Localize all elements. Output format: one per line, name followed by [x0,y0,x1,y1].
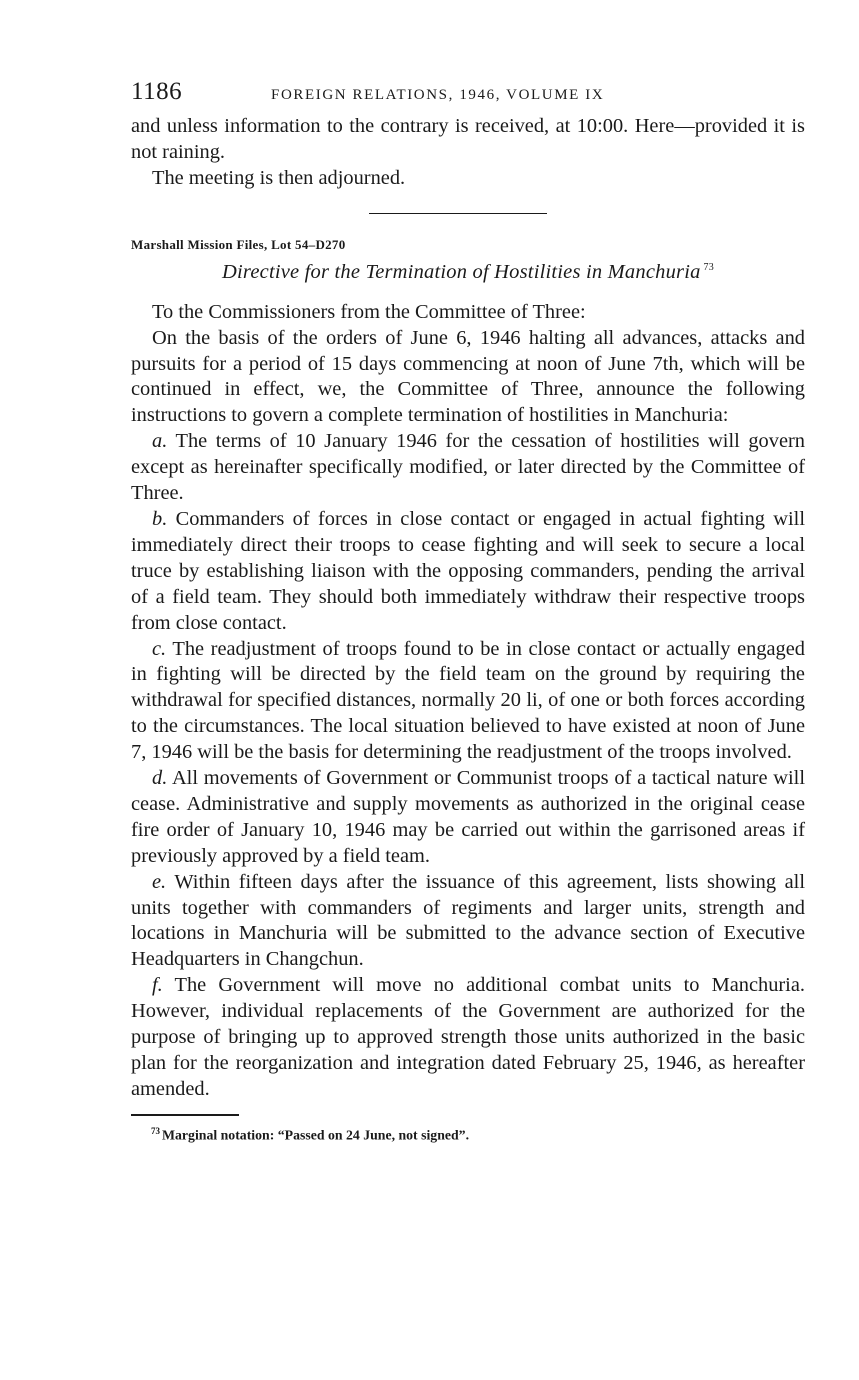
footnote-rule [131,1114,239,1116]
page-number: 1186 [131,78,183,105]
directive-item-c [131,637,805,767]
item-label: e. [152,870,167,893]
footnote-text: Marginal notation: “Passed on 24 June, not signed”. [162,1127,470,1143]
item-text: The Government will move no additional combat units to Manchuria. However, individual replacements of the Government are authorized for the purpose of bringing up to approved strength those units authorized in the basic plan for the reorganization and integration dated February 25, 1946, as hereafter amended. [131,974,805,1100]
item-text: All movements of Government or Communist troops of a tactical nature will cease. Administrative and supply movements as authorized in the original cease fire order of January 10, 1946 may be carried out within the garrisoned areas if previously approved by a field team. [131,767,805,867]
intro-paragraph: On the basis of the orders of June 6, 1946 halting all advances, attacks and pursuits for a period of 15 days commencing at noon of June 7th, which will be continued in effect, we, the Committee of Three, announce the following instructions to govern a complete termination of hostilities in Manchuria: [131,326,805,427]
footnote [151,1126,805,1144]
source-citation: Marshall Mission Files, Lot 54–D270 [131,236,346,252]
item-text: Commanders of forces in close contact or engaged in actual fighting will immediately direct their troops to cease fighting and will seek to secure a local truce by establishing liaison with the opposing commanders, pending the arrival of a field team. They should both immediately withdraw their respective troops from close contact. [131,507,805,634]
directive-item-a [131,429,805,507]
item-label: d. [152,767,168,790]
item-label: f. [152,974,163,997]
carryover-text [131,114,805,192]
directive-item-d [131,766,805,870]
running-head [131,78,805,114]
address-line: To the Commissioners from the Committee of Three: [152,300,586,323]
directive-item-b [131,507,805,637]
directive-item-f [131,973,805,1103]
directive-body [131,300,805,1103]
item-label: c. [152,637,167,660]
directive-item-e [131,870,805,974]
item-text: Within fifteen days after the issuance of this agreement, lists showing all units together with commanders of regiments and larger units, strength and locations in Manchuria will be submitted to the advance section of Executive Headquarters in Changchun. [131,870,805,971]
section-separator [369,213,547,214]
document-title [131,261,805,284]
item-label: a. [152,430,168,453]
item-text: The terms of 10 January 1946 for the cessation of hostilities will govern except as hereinafter specifically modified, or later directed by the Committee of Three. [131,430,805,505]
carryover-paragraph: and unless information to the contrary is received, at 10:00. Here—provided it is not raining. [131,115,805,163]
adjournment-paragraph: The meeting is then adjourned. [152,166,406,189]
footnote-reference: 73 [703,261,714,273]
document-page [131,78,805,1143]
item-label: b. [152,507,168,530]
running-head-title: FOREIGN RELATIONS, 1946, VOLUME IX [271,87,605,103]
document-title-text: Directive for the Termination of Hostilities in Manchuria [222,260,701,283]
item-text: The readjustment of troops found to be in close contact or actually engaged in fighting will be directed by the field team on the ground by requiring the withdrawal for specified distances, normally 20 li, of one or both forces according to the circumstances. The local situation believed to have existed at noon of June 7, 1946 will be the basis for determining the readjustment of the troops involved. [131,637,806,764]
footnote-number: 73 [151,1125,160,1136]
